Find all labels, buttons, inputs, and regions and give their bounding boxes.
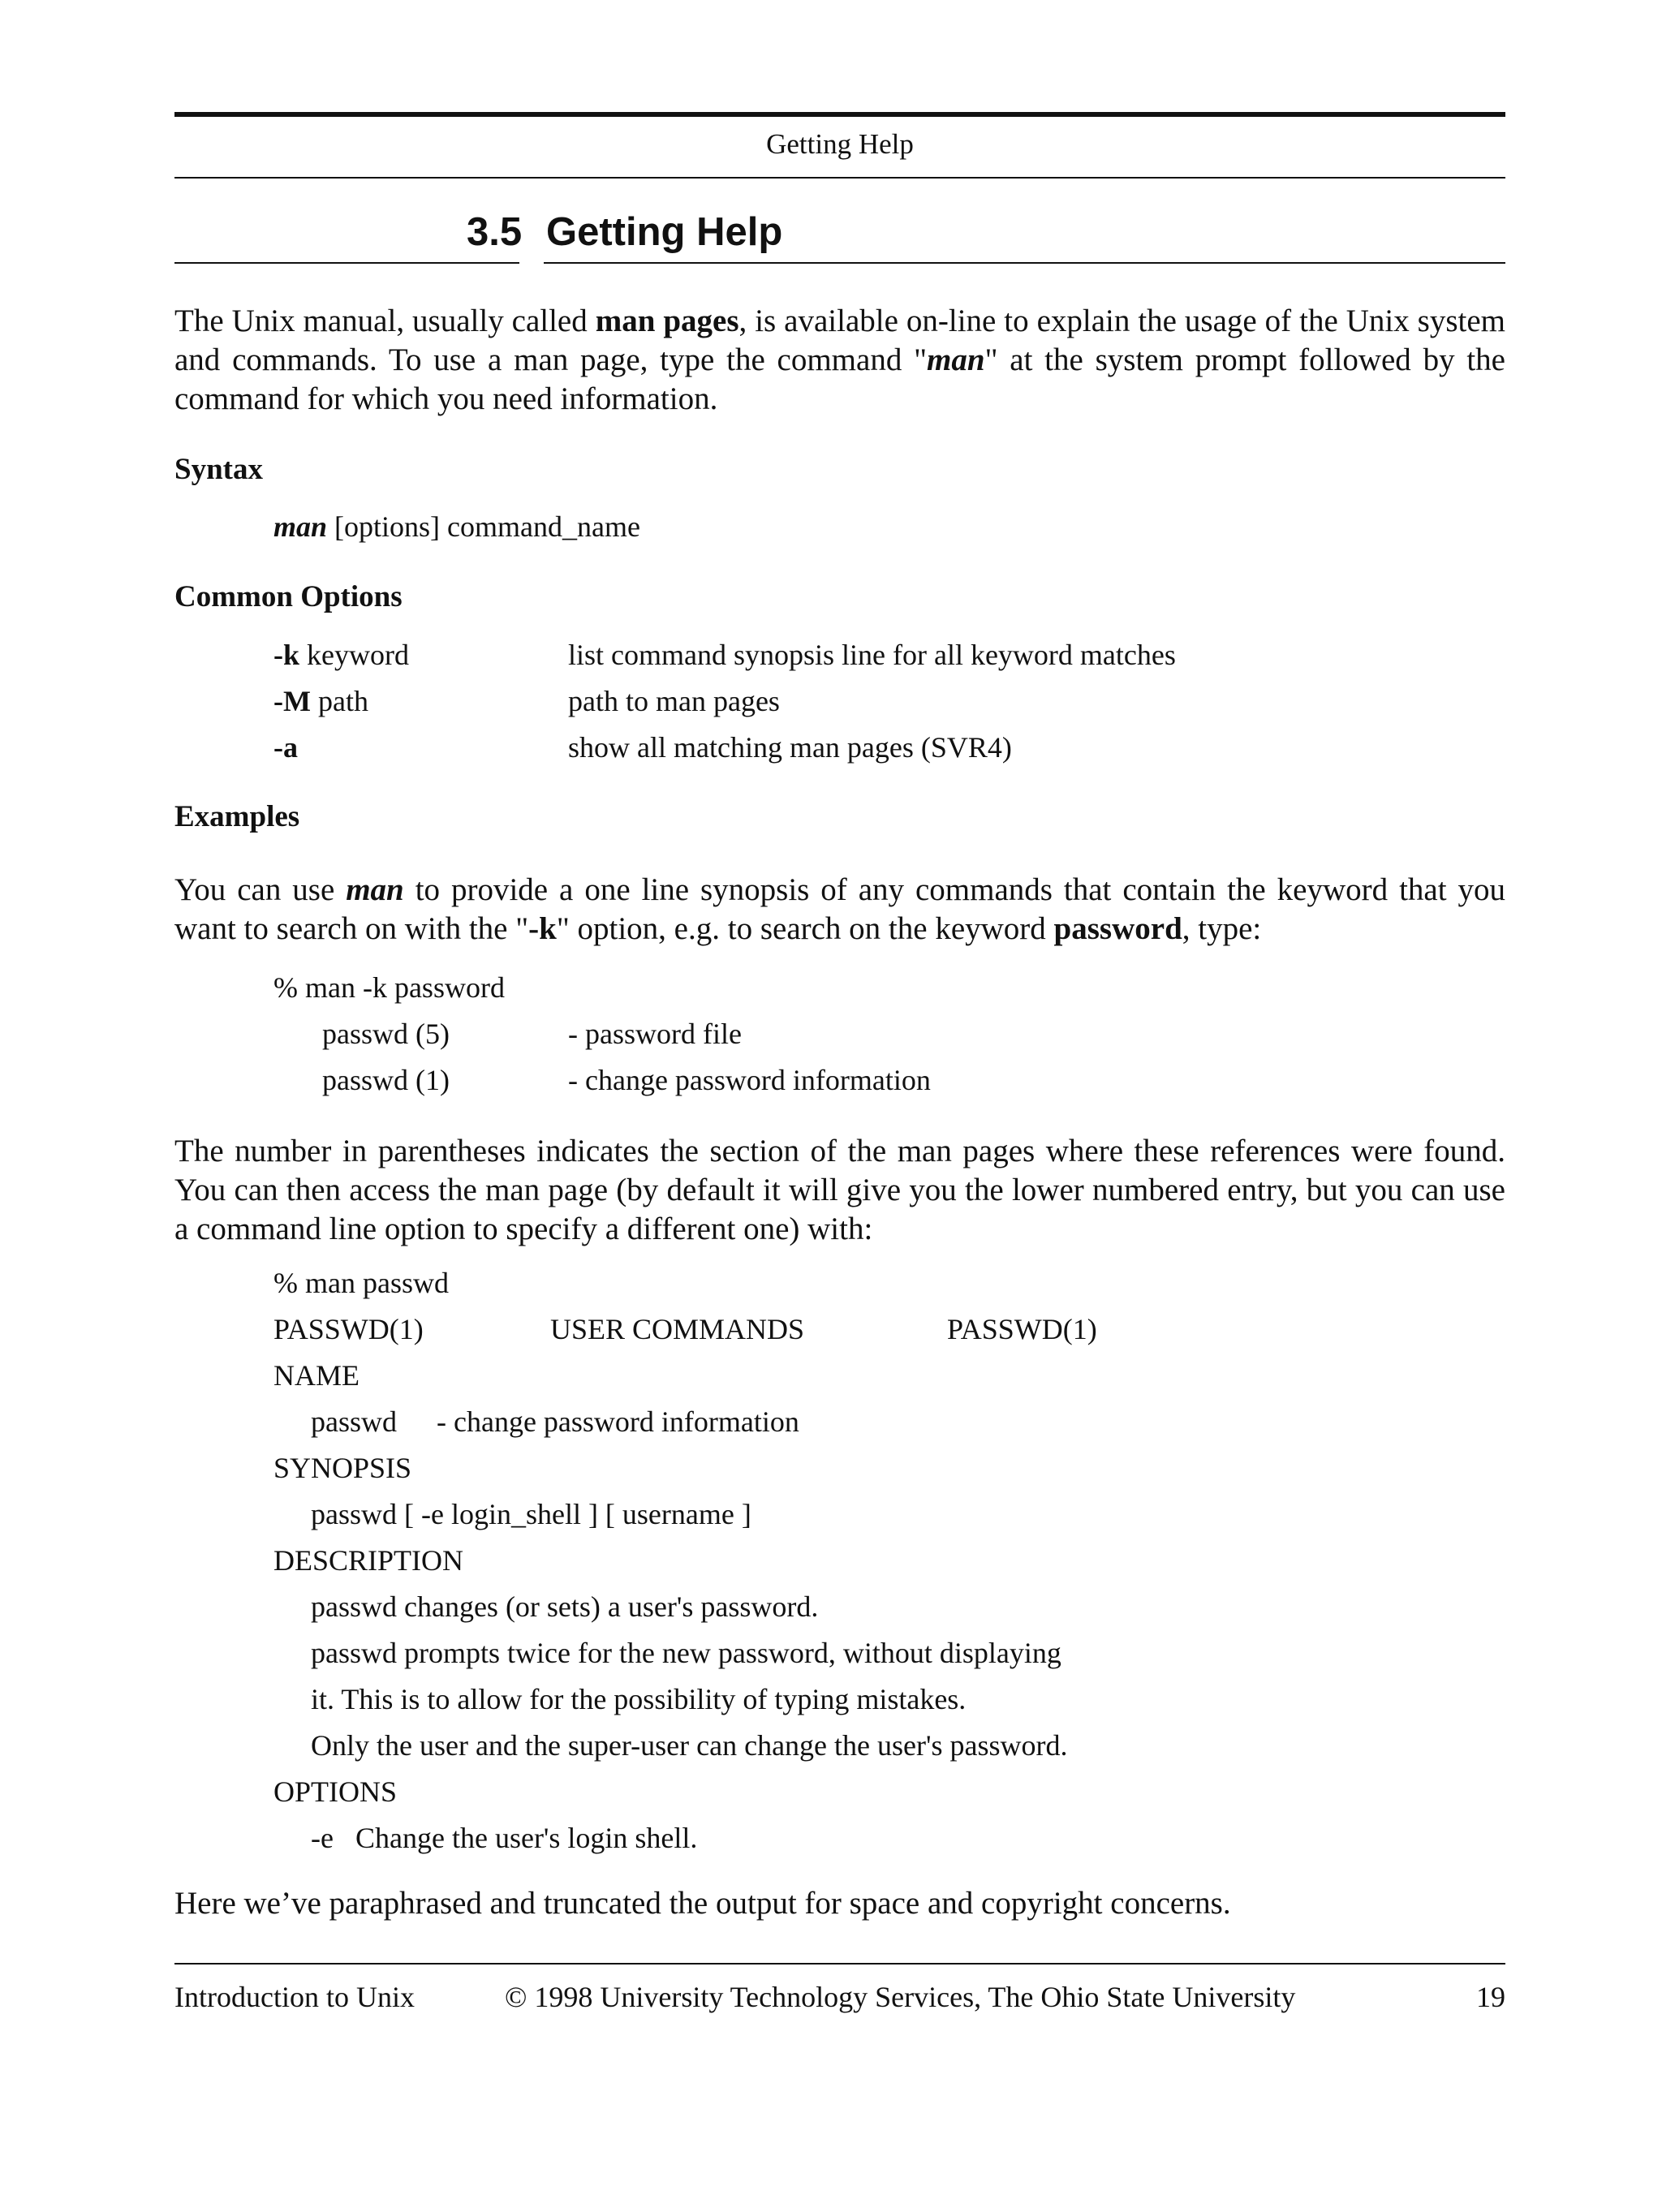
- manpage-description-line: passwd prompts twice for the new password, without displaying: [311, 1637, 1061, 1669]
- running-header: Getting Help: [766, 128, 914, 160]
- syntax-heading: Syntax: [174, 453, 263, 486]
- manpage-synopsis-label: SYNOPSIS: [273, 1452, 412, 1484]
- manpage-header-center: USER COMMANDS: [550, 1313, 805, 1345]
- footer-left: Introduction to Unix: [174, 1981, 415, 2013]
- page-number: 19: [1476, 1981, 1505, 2013]
- header-rule: [174, 177, 1505, 179]
- examples-p1-bold-k: -k: [528, 911, 557, 946]
- section-title-rule-right: [544, 262, 1505, 264]
- manpage-name-label: NAME: [273, 1359, 360, 1392]
- manpage-name-description: - change password information: [437, 1405, 799, 1438]
- option-k-key: [273, 638, 409, 672]
- closing-paragraph: Here we’ve paraphrased and truncated the output for space and copyright concerns.: [174, 1886, 1231, 1921]
- examples-p1-text-1: You can use: [174, 872, 347, 907]
- section-number: 3.5: [467, 210, 523, 254]
- section-title-rule-left: [174, 262, 519, 264]
- manpage-description-line: Only the user and the super-user can change the user's password.: [311, 1729, 1068, 1762]
- search-command: % man -k password: [273, 971, 505, 1004]
- syntax-arguments: [options] command_name: [327, 510, 640, 543]
- options-heading: Common Options: [174, 580, 403, 613]
- manpage-command: % man passwd: [273, 1267, 449, 1299]
- intro-bold-man-pages: man pages: [595, 303, 739, 338]
- examples-p1-text-3: " option, e.g. to search on the keyword: [556, 911, 1054, 946]
- section-title: [467, 209, 782, 255]
- manpage-option-flag: -e: [311, 1822, 334, 1854]
- option-m-desc: path to man pages: [568, 685, 780, 717]
- manpage-description-label: DESCRIPTION: [273, 1544, 464, 1577]
- option-m-arg: path: [310, 685, 368, 717]
- result-2-name: passwd (1): [322, 1064, 450, 1096]
- examples-p1-text-4: , type:: [1182, 911, 1262, 946]
- examples-p1-bold-password: password: [1053, 911, 1182, 946]
- manpage-description-line: passwd changes (or sets) a user's password.: [311, 1590, 819, 1623]
- manpage-name-command: passwd: [311, 1405, 397, 1438]
- manpage-header-left: PASSWD(1): [273, 1313, 424, 1345]
- footer-center: © 1998 University Technology Services, The Ohio State University: [505, 1981, 1296, 2013]
- manpage-options-label: OPTIONS: [273, 1775, 398, 1808]
- manpage-header-right: PASSWD(1): [947, 1313, 1097, 1345]
- intro-bold-italic-man: man: [927, 342, 985, 377]
- top-rule: [174, 112, 1505, 117]
- option-a-flag: -a: [273, 731, 298, 764]
- intro-text-1: The Unix manual, usually called: [174, 303, 596, 338]
- manpage-option-description: Change the user's login shell.: [355, 1822, 698, 1854]
- examples-heading: Examples: [174, 800, 300, 833]
- syntax-line: [273, 510, 640, 544]
- intro-text-2: , is available on-line to explain the usage of the Unix system and commands. To use a man page, type the command ": [174, 303, 1506, 377]
- intro-paragraph: [174, 302, 1505, 419]
- result-1-name: passwd (5): [322, 1018, 450, 1050]
- option-k-arg: keyword: [299, 639, 409, 671]
- option-a-desc: show all matching man pages (SVR4): [568, 731, 1012, 764]
- footer-rule: [174, 1963, 1505, 1965]
- section-title-text: Getting Help: [546, 210, 783, 254]
- manpage-synopsis-text: passwd [ -e login_shell ] [ username ]: [311, 1498, 751, 1530]
- examples-paragraph-2: The number in parentheses indicates the section of the man pages where these references were found. You can then access the man page (by default it will give you the lower numbered entry, but you can use a command line option to specify a different one) with:: [174, 1134, 1505, 1246]
- result-2-desc: - change password information: [568, 1064, 931, 1096]
- result-1-desc: - password file: [568, 1018, 742, 1050]
- examples-p1-text-2: to provide a one line synopsis of any commands that contain the keyword that you want to search on with the ": [174, 872, 1506, 946]
- examples-p1-bold-italic-man: man: [346, 872, 404, 907]
- intro-text-3: " at the system prompt followed by the command for which you need information.: [174, 342, 1505, 416]
- option-m-key: [273, 684, 368, 718]
- option-a-key: [273, 730, 298, 764]
- option-k-desc: list command synopsis line for all keyword matches: [568, 639, 1176, 671]
- option-k-flag: -k: [273, 639, 300, 671]
- examples-paragraph-1: [174, 871, 1505, 949]
- manpage-description-line: it. This is to allow for the possibility of typing mistakes.: [311, 1683, 967, 1715]
- syntax-command: man: [273, 510, 328, 543]
- option-m-flag: -M: [273, 685, 311, 717]
